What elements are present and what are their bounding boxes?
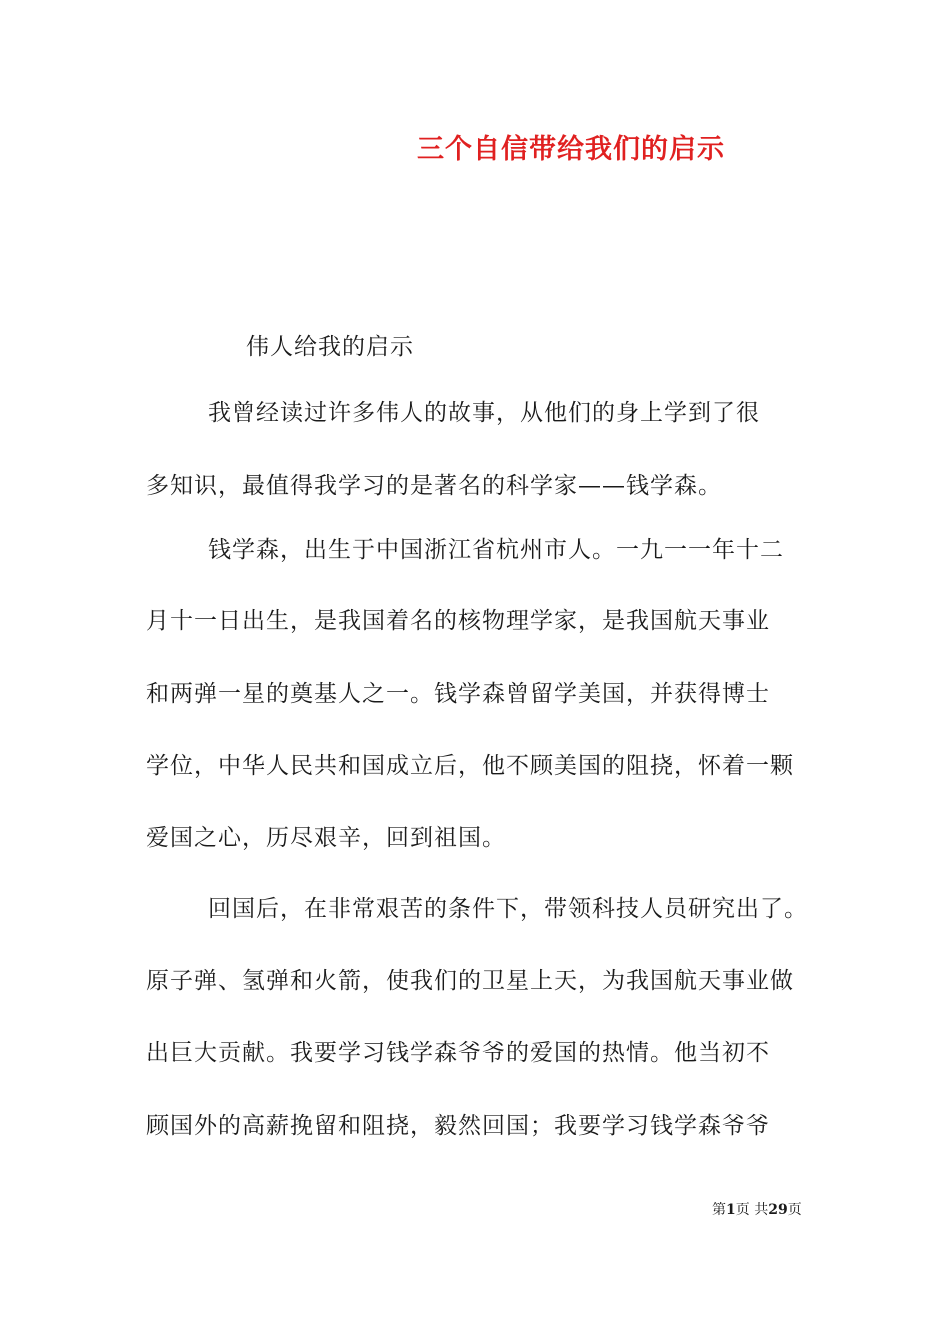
footer-prefix: 第: [712, 1202, 726, 1218]
footer-suffix: 页: [787, 1202, 802, 1218]
paragraph-line: 学位，中华人民共和国成立后，他不顾美国的阻挠，怀着一颗: [146, 753, 794, 779]
footer-middle: 页 共: [735, 1202, 769, 1218]
paragraph-line: 和两弹一星的奠基人之一。钱学森曾留学美国，并获得博士: [146, 681, 770, 707]
paragraph-line: 原子弹、氢弹和火箭，使我们的卫星上天，为我国航天事业做: [146, 968, 794, 994]
page-footer: [712, 1200, 802, 1220]
paragraph-line: 月十一日出生，是我国着名的核物理学家，是我国航天事业: [146, 608, 770, 634]
footer-page-number: 1: [726, 1202, 736, 1218]
footer-total-pages: 29: [768, 1202, 788, 1218]
paragraph-line: 伟人给我的启示: [246, 334, 414, 360]
paragraph-line: 爱国之心，历尽艰辛，回到祖国。: [146, 825, 506, 851]
document-title: 三个自信带给我们的启示: [417, 134, 725, 165]
paragraph-line: 我曾经读过许多伟人的故事，从他们的身上学到了很: [208, 400, 760, 426]
paragraph-line: 钱学森，出生于中国浙江省杭州市人。一九一一年十二: [208, 537, 784, 563]
paragraph-line: 顾国外的高薪挽留和阻挠，毅然回国；我要学习钱学森爷爷: [146, 1113, 770, 1139]
paragraph-line: 回国后，在非常艰苦的条件下，带领科技人员研究出了。: [208, 896, 808, 922]
paragraph-line: 出巨大贡献。我要学习钱学森爷爷的爱国的热情。他当初不: [146, 1040, 770, 1066]
paragraph-line: 多知识，最值得我学习的是著名的科学家——钱学森。: [146, 473, 722, 499]
